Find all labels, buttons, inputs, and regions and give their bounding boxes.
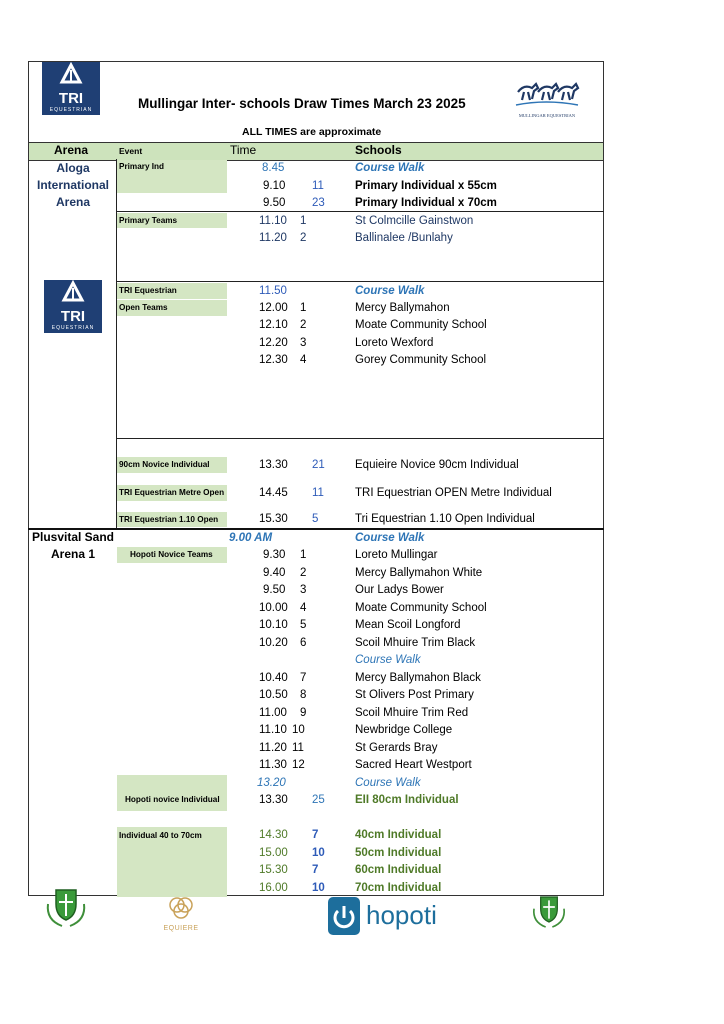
school-cell: Moate Community School [355,602,487,614]
time-cell: 10.20 [259,637,288,649]
event-primary-teams: Primary Teams [117,213,227,228]
school-cell: Course Walk [355,162,425,174]
school-cell: Ballinalee /Bunlahy [355,232,453,244]
num-cell: 2 [300,567,307,579]
time-cell: 9.40 [263,567,286,579]
time-cell: 9.50 [263,197,286,209]
num-cell: 1 [300,302,307,314]
arena-column-header: Arena [54,143,89,157]
tri-equestrian-logo: TRI EQUESTRIAN [42,62,100,115]
num-cell: 11 [312,180,324,192]
school-cell: Scoil Mhuire Trim Black [355,637,476,649]
school-cell: Sacred Heart Westport [355,759,472,771]
time-cell: 8.45 [262,162,285,174]
arena-plusvital: Plusvital Sand Arena 1 [31,530,115,561]
school-cell: Equieire Novice 90cm Individual [355,459,519,471]
school-cell: St Olivers Post Primary [355,689,474,701]
time-column-header: Time [230,143,257,157]
event-tri-equestrian: TRI Equestrian [117,283,227,299]
school-cell: Our Ladys Bower [355,584,444,596]
time-cell: 12.00 [259,302,288,314]
num-cell: 3 [300,584,307,596]
triangle-icon [42,62,100,86]
school-cell: Loreto Mullingar [355,549,438,561]
num-cell: 10 [312,882,325,894]
time-cell: 9.30 [263,549,286,561]
time-cell: 11.00 [259,707,287,719]
num-cell: 11 [292,742,304,754]
time-cell: 14.45 [259,487,288,499]
shield-crest-logo-right [528,892,570,932]
school-cell: Tri Equestrian 1.10 Open Individual [355,513,535,525]
num-cell: 5 [312,513,319,525]
time-cell: 10.50 [259,689,288,701]
time-cell: 12.30 [259,354,288,366]
school-cell: Mercy Ballymahon Black [355,672,481,684]
school-cell: Loreto Wexford [355,337,434,349]
event-novice-90: 90cm Novice Individual [117,457,227,473]
num-cell: 2 [300,232,307,244]
shield-crest-logo-left [42,884,90,932]
num-cell: 4 [300,354,307,366]
power-icon [328,897,360,935]
time-cell: 11.10 [259,724,287,736]
time-cell: 11.50 [259,285,287,297]
school-cell: 70cm Individual [355,882,442,894]
num-cell: 5 [300,619,307,631]
event-column-header: Event [119,146,143,156]
time-cell: 10.10 [259,619,288,631]
school-cell: Course Walk [355,285,425,297]
time-cell: 15.00 [259,847,288,859]
school-cell: St Gerards Bray [355,742,438,754]
time-cell: 12.20 [259,337,288,349]
school-cell: Mean Scoil Longford [355,619,461,631]
equiere-logo: EQUIERE [158,894,204,934]
time-cell: 15.30 [259,513,288,525]
num-cell: 1 [300,215,307,227]
school-cell: 50cm Individual [355,847,442,859]
school-cell: EII 80cm Individual [355,794,459,806]
event-tri-metre: TRI Equestrian Metre Open [117,485,227,501]
time-cell: 16.00 [259,882,288,894]
num-cell: 12 [292,759,305,771]
time-cell: 13.30 [259,794,288,806]
time-cell: 11.30 [259,759,287,771]
time-cell: 11.20 [259,232,287,244]
shield-icon [42,884,90,932]
shield-icon [528,892,570,932]
page-title: Mullingar Inter- schools Draw Times March 23 2025 [138,96,466,111]
time-cell: 9.10 [263,180,286,192]
tri-equestrian-side-logo: TRI EQUESTRIAN [44,280,102,333]
horses-icon [514,78,580,108]
school-cell: Course Walk [355,654,421,666]
time-cell: 13.20 [257,777,286,789]
num-cell: 11 [312,487,324,499]
num-cell: 25 [312,794,325,806]
separator [116,211,604,212]
hopoti-logo: hopoti [328,897,438,937]
num-cell: 8 [300,689,307,701]
time-cell: 9.50 [263,584,286,596]
time-cell: 14.30 [259,829,288,841]
num-cell: 7 [300,672,307,684]
school-cell: St Colmcille Gainstwon [355,215,474,227]
school-cell: Mercy Ballymahon [355,302,450,314]
event-ind-40-70: Individual 40 to 70cm [117,827,227,897]
num-cell: 7 [312,864,319,876]
school-cell: Scoil Mhuire Trim Red [355,707,469,719]
num-cell: 1 [300,549,307,561]
event-hopoti-teams: Hopoti Novice Teams [117,547,227,563]
time-cell: 12.10 [259,319,288,331]
time-cell: 9.00 AM [229,532,273,544]
num-cell: 9 [300,707,307,719]
num-cell: 4 [300,602,307,614]
time-cell: 13.30 [259,459,288,471]
knot-icon [166,894,196,920]
num-cell: 3 [300,337,307,349]
num-cell: 10 [292,724,305,736]
event-open-teams: Open Teams [117,300,227,316]
school-cell: Newbridge College [355,724,453,736]
num-cell: 2 [300,319,307,331]
time-cell: 10.00 [259,602,288,614]
separator [116,281,604,282]
time-cell: 11.20 [259,742,287,754]
mullingar-equestrian-logo: MULLINGAR EQUESTRIAN [514,78,580,118]
school-cell: Primary Individual x 70cm [355,197,497,209]
school-cell: Course Walk [355,532,425,544]
approx-note: ALL TIMES are approximate [242,126,382,138]
event-hopoti-ind: Hopoti novice Individual [117,775,227,811]
schools-column-header: Schools [355,143,402,157]
num-cell: 21 [312,459,325,471]
event-tri-110: TRI Equestrian 1.10 Open [117,512,227,527]
school-cell: Gorey Community School [355,354,487,366]
school-cell: Course Walk [355,777,421,789]
event-primary-ind: Primary Ind [117,160,227,193]
num-cell: 6 [300,637,307,649]
num-cell: 10 [312,847,325,859]
school-cell: TRI Equestrian OPEN Metre Individual [355,487,552,499]
school-cell: Mercy Ballymahon White [355,567,483,579]
num-cell: 7 [312,829,319,841]
school-cell: Moate Community School [355,319,487,331]
time-cell: 15.30 [259,864,288,876]
separator [116,438,604,439]
school-cell: 60cm Individual [355,864,442,876]
school-cell: Primary Individual x 55cm [355,180,497,192]
time-cell: 10.40 [259,672,288,684]
school-cell: 40cm Individual [355,829,442,841]
num-cell: 23 [312,197,325,209]
time-cell: 11.10 [259,215,287,227]
arena-aloga: Aloga International Arena [36,161,109,209]
triangle-icon [44,280,102,304]
